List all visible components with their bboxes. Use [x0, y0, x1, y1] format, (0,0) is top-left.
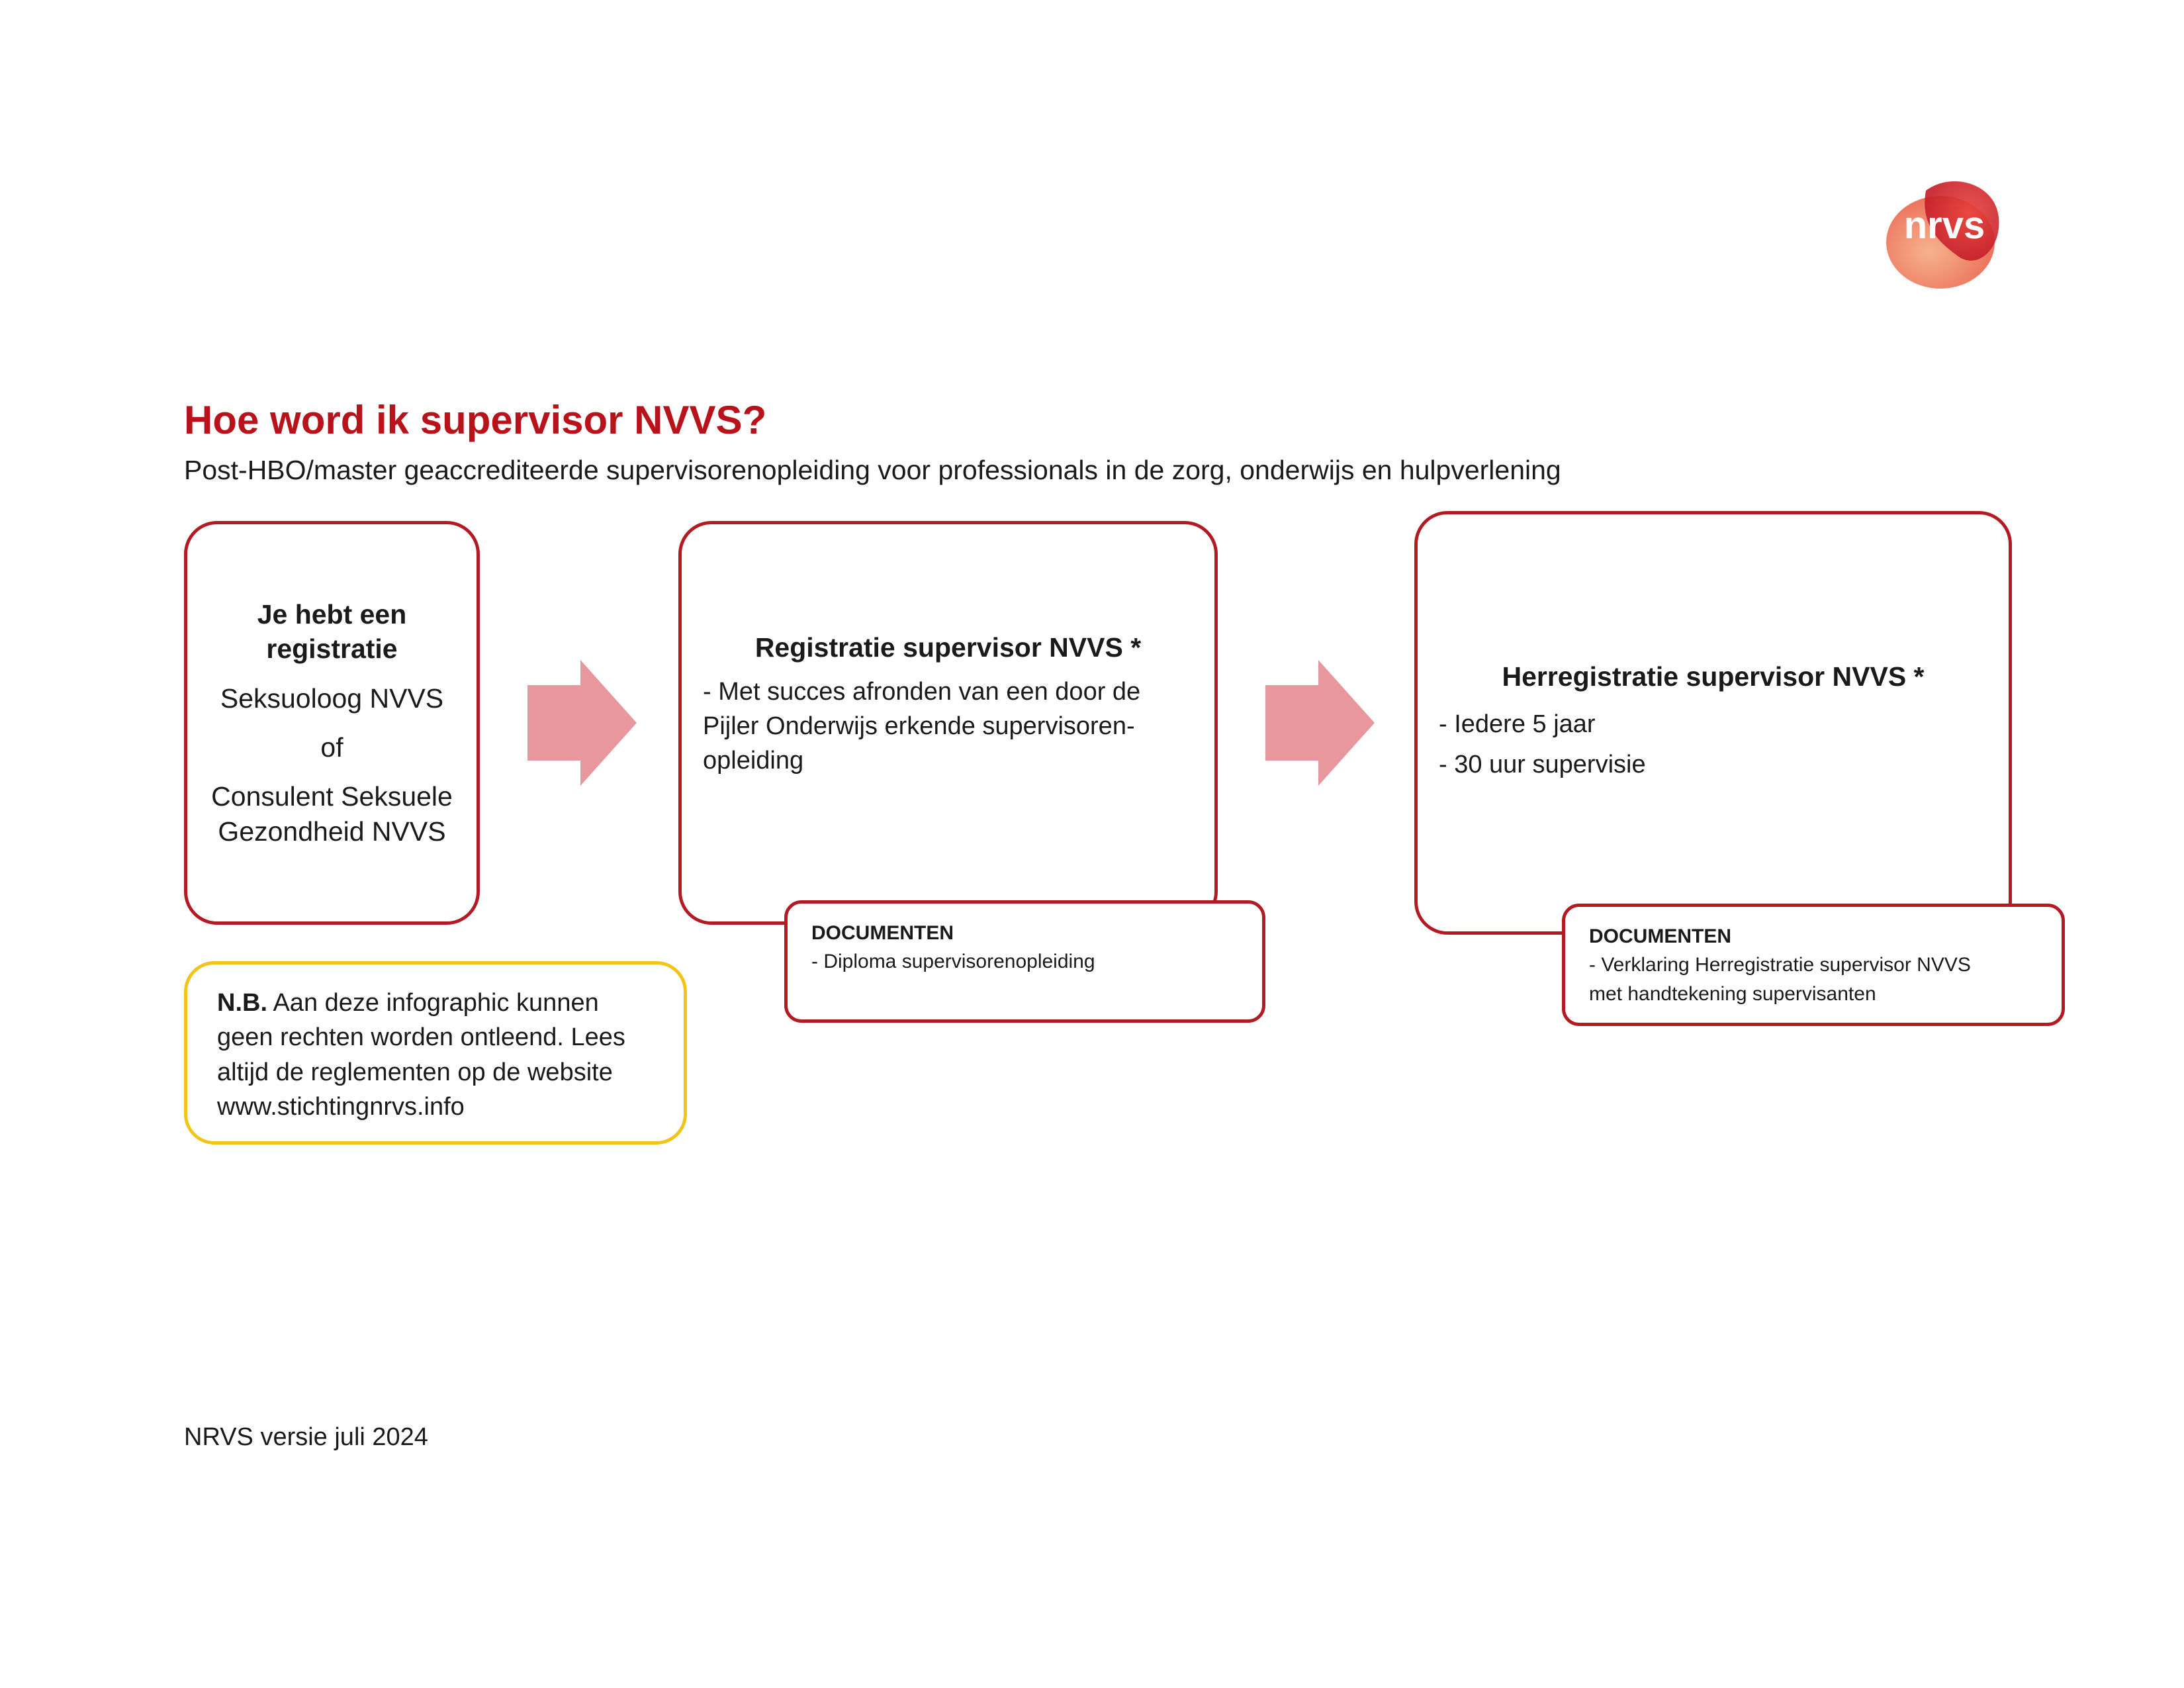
requirement-option1: Seksuoloog NVVS — [220, 682, 444, 714]
reregistration-line1: - Iedere 5 jaar — [1439, 710, 1596, 738]
disclaimer-note — [184, 961, 687, 1145]
registration-requirement — [703, 675, 1140, 778]
note-line1-wrap — [217, 986, 670, 1020]
flow-arrow-icon — [1265, 660, 1375, 786]
registration-title: Registratie supervisor NVVS * — [754, 632, 1142, 663]
nrvs-logo — [1880, 171, 2012, 290]
registration-box — [678, 521, 1218, 925]
reregistration-box — [1414, 511, 2012, 935]
requirement-title-line2: registratie — [266, 633, 398, 665]
registration-documents-title: DOCUMENTEN — [811, 922, 954, 944]
page-title: Hoe word ik supervisor NVVS? — [184, 398, 767, 442]
reregistration-title: Herregistratie supervisor NVVS * — [1502, 661, 1925, 692]
requirement-option2-line1: Consulent Seksuele — [211, 781, 453, 812]
requirement-or: of — [320, 732, 343, 763]
registration-line2: Pijler Onderwijs erkende supervisoren- — [703, 712, 1135, 741]
reregistration-documents-box — [1562, 904, 2065, 1026]
note-line2: geen rechten worden ontleend. Lees — [217, 1023, 625, 1052]
reregistration-documents-item-line2: met handtekening supervisanten — [1589, 982, 1876, 1005]
registration-line1: - Met succes afronden van een door de — [703, 678, 1141, 706]
requirement-box — [184, 521, 480, 925]
registration-line3: opleiding — [703, 747, 804, 775]
reregistration-requirements — [1439, 704, 1646, 785]
note-line1: Aan deze infographic kunnen — [267, 989, 599, 1017]
reregistration-documents-item-line1: - Verklaring Herregistratie supervisor NVVS — [1589, 954, 1971, 976]
page-subtitle: Post-HBO/master geaccrediteerde supervisorenopleiding voor professionals in de zorg, onderwijs en hulpverlening — [184, 455, 1561, 485]
reregistration-documents-title: DOCUMENTEN — [1589, 925, 1731, 947]
version-footer: NRVS versie juli 2024 — [184, 1423, 428, 1451]
reregistration-line2: - 30 uur supervisie — [1439, 750, 1646, 778]
registration-documents-item: - Diploma supervisorenopleiding — [811, 951, 1095, 972]
note-website-link[interactable]: www.stichtingnrvs.info — [217, 1093, 465, 1121]
requirement-option2-line2: Gezondheid NVVS — [218, 816, 446, 847]
flow-arrow-icon — [527, 660, 637, 786]
note-line3: altijd de reglementen op de website — [217, 1058, 613, 1086]
registration-documents-box — [784, 900, 1265, 1023]
note-label: N.B. — [217, 989, 267, 1017]
requirement-title-line1: Je hebt een — [257, 598, 407, 630]
logo-text: nrvs — [1903, 204, 1985, 247]
